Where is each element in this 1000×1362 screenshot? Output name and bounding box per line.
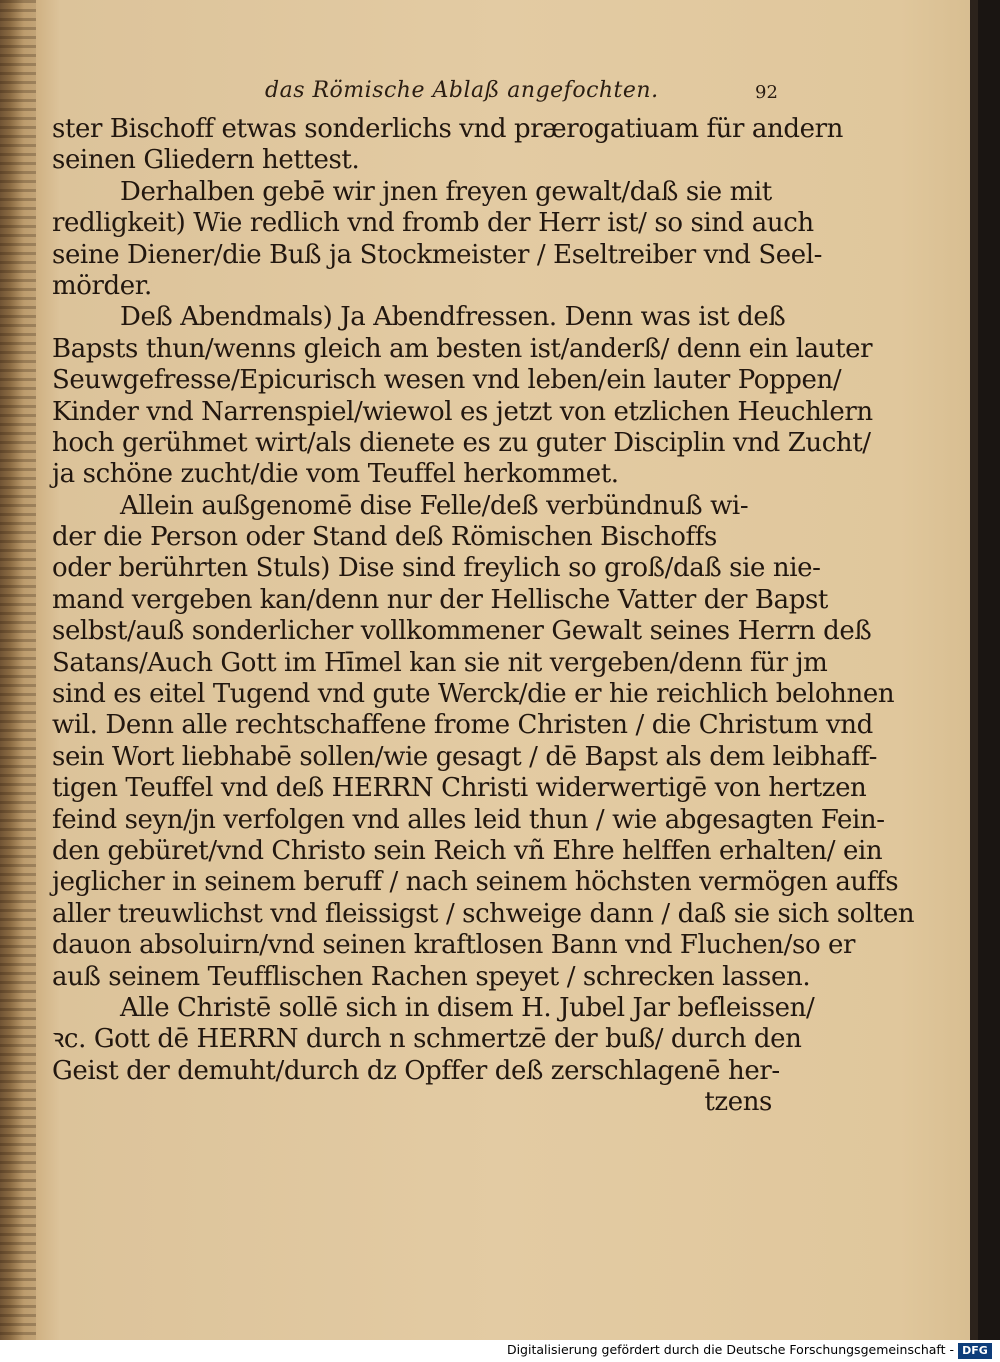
text-line: Allein außgenomē dise Felle/deß verbündnuß wi- <box>120 490 749 521</box>
text-line: hoch gerühmet wirt/als dienete es zu guter Disciplin vnd Zucht/ <box>52 427 871 458</box>
text-line: Geist der demuht/durch dz Opffer deß zerschlagenē her- <box>52 1055 780 1086</box>
text-line: sind es eitel Tugend vnd gute Werck/die er hie reichlich belohnen <box>52 679 895 710</box>
text-line: der die Person oder Stand deß Römischen Bischoffs <box>52 522 717 553</box>
text-line: Derhalben gebē wir jnen freyen gewalt/daß sie mit <box>120 176 772 207</box>
funding-credit: Digitalisierung gefördert durch die Deutsche Forschungsgemeinschaft - <box>506 1342 954 1357</box>
text-line: jeglicher in seinem beruff / nach seinem höchsten vermögen auffs <box>52 867 899 898</box>
text-line: redligkeit) Wie redlich vnd fromb der Herr ist/ so sind auch <box>52 208 814 239</box>
text-line: mand vergeben kan/denn nur der Hellische Vatter der Bapst <box>52 584 828 615</box>
text-line: Seuwgefresse/Epicurisch wesen vnd leben/ein lauter Poppen/ <box>52 365 842 396</box>
text-line: ster Bischoff etwas sonderlichs vnd prærogatiuam für andern <box>52 114 843 144</box>
text-line: mörder. <box>52 270 152 301</box>
text-line: sein Wort liebhabē sollen/wie gesagt / dē Bapst als dem leibhaff- <box>52 741 877 772</box>
text-line: Deß Abendmals) Ja Abendfressen. Denn was ist deß <box>120 302 786 333</box>
text-line: ꝛc. Gott dē HERRN durch n schmertzē der buß/ durch den <box>52 1024 802 1055</box>
text-line: Satans/Auch Gott im Hīmel kan sie nit vergeben/denn für jm <box>52 647 828 678</box>
catchword: tzens <box>704 1087 772 1118</box>
body-text <box>52 114 915 1119</box>
text-line: oder berührten Stuls) Dise sind freylich so groß/daß sie nie- <box>52 553 821 584</box>
dfg-logo: DFG <box>958 1343 992 1359</box>
text-line: Alle Christē sollē sich in disem H. Jubel Jar befleissen/ <box>120 992 815 1023</box>
text-line: feind seyn/jn verfolgen vnd alles leid thun / wie abgesagten Fein- <box>52 804 885 835</box>
text-line: seine Diener/die Buß ja Stockmeister / Eseltreiber vnd Seel- <box>52 239 823 270</box>
text-line: dauon absoluirn/vnd seinen kraftlosen Bann vnd Fluchen/so er <box>52 930 856 961</box>
text-line: Bapsts thun/wenns gleich am besten ist/anderß/ denn ein lauter <box>52 333 873 364</box>
text-line: aller treuwlichst vnd fleissigst / schweige dann / daß sie sich solten <box>52 898 915 929</box>
text-line: seinen Gliedern hettest. <box>52 145 360 176</box>
text-line: selbst/auß sonderlicher vollkommener Gewalt seines Herrn deß <box>52 616 872 647</box>
digitization-footer <box>0 1340 1000 1362</box>
page-header <box>265 78 865 112</box>
text-line: auß seinem Teufflischen Rachen speyet / schrecken lassen. <box>52 961 811 992</box>
text-line: ja schöne zucht/die vom Teuffel herkommet. <box>52 459 619 490</box>
text-line: tigen Teuffel vnd deß HERRN Christi widerwertigē von hertzen <box>52 773 867 804</box>
text-line: wil. Denn alle rechtschaffene frome Christen / die Christum vnd <box>52 710 873 741</box>
running-head: das Römische Ablaß angefochten. <box>265 78 659 103</box>
text-line: den gebüret/vnd Christo sein Reich vñ Ehre helffen erhalten/ ein <box>52 835 883 866</box>
text-line: Kinder vnd Narrenspiel/wiewol es jetzt von etzlichen Heuchlern <box>52 396 873 427</box>
page-number: 92 <box>755 82 778 103</box>
